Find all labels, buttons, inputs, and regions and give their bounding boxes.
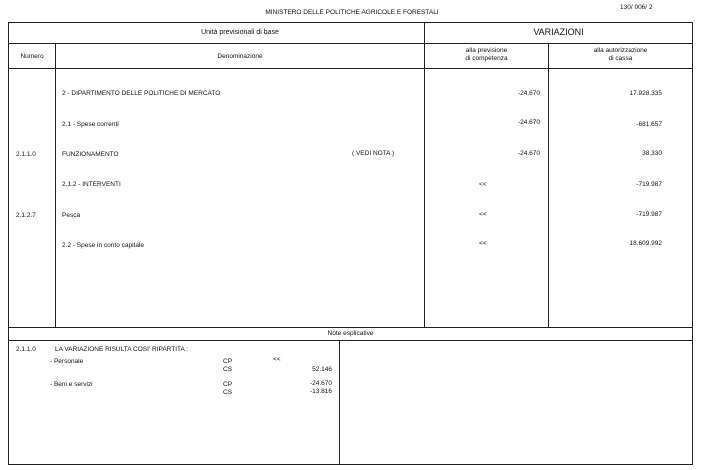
col-header-numero: Numero bbox=[20, 53, 44, 60]
notes-title: Note esplicative bbox=[327, 330, 374, 337]
note-cs-label: CS bbox=[223, 366, 233, 373]
note-cs-value: 52.146 bbox=[312, 366, 332, 373]
row-denominazione: 2.2 - Spese in conto capitale bbox=[62, 242, 145, 249]
note-cs-value: -13.816 bbox=[309, 388, 332, 395]
section-unita-previsionali: Unità previsionali di base bbox=[201, 29, 279, 36]
row-cassa: 18.609.992 bbox=[629, 240, 662, 247]
table-left-border bbox=[8, 22, 9, 465]
row-denominazione: Pesca bbox=[62, 212, 81, 219]
row-denominazione: 2 - DIPARTIMENTO DELLE POLITICHE DI MERCATO bbox=[62, 90, 221, 97]
note-item-label: - Beni e servizi bbox=[50, 381, 93, 388]
col-header-cassa-line1: alla autorizzazione bbox=[593, 47, 648, 54]
note-cp-value: -24.670 bbox=[309, 380, 332, 387]
notes-title-divider bbox=[8, 340, 693, 341]
notes-heading: LA VARIAZIONE RISULTA COSI' RIPARTITA : bbox=[55, 346, 189, 353]
row-cassa: -681.657 bbox=[636, 121, 662, 128]
note-cp-label: CP bbox=[223, 381, 233, 388]
col-header-denominazione: Denominazione bbox=[217, 53, 263, 60]
row-denominazione: 2.1.2 - INTERVENTI bbox=[62, 181, 121, 188]
row-competenza: -24.670 bbox=[517, 119, 540, 126]
row-numero: 2.1.1.0 bbox=[16, 151, 36, 158]
note-cp-label: CP bbox=[223, 358, 233, 365]
row-numero: 2.1.2.7 bbox=[16, 212, 36, 219]
row-cassa: 38.330 bbox=[642, 150, 662, 157]
column-header-divider bbox=[8, 68, 693, 69]
note-cp-value: << bbox=[273, 356, 281, 363]
col-divider-variazioni bbox=[424, 22, 425, 327]
row-cassa: 17.928.335 bbox=[629, 90, 662, 97]
notes-top-divider bbox=[8, 327, 693, 328]
row-competenza: << bbox=[479, 240, 487, 247]
table-bottom-border bbox=[8, 464, 693, 465]
col-header-cassa-line2: di cassa bbox=[608, 55, 633, 62]
note-cs-label: CS bbox=[223, 389, 233, 396]
row-denominazione: 2.1 - Spese correnti bbox=[62, 121, 119, 128]
ministry-title: MINISTERO DELLE POLITICHE AGRICOLE E FORESTALI bbox=[265, 9, 439, 16]
section-variazioni: VARIAZIONI bbox=[533, 27, 584, 37]
header-divider bbox=[8, 43, 693, 44]
row-cassa: -719.987 bbox=[636, 211, 662, 218]
page-reference: 130/ 006/ 2 bbox=[620, 4, 653, 11]
table-top-border bbox=[8, 22, 693, 23]
notes-column-divider bbox=[339, 340, 340, 464]
col-header-previsione-line1: alla previsione bbox=[465, 47, 508, 54]
row-competenza: << bbox=[479, 211, 487, 218]
row-denominazione: FUNZIONAMENTO bbox=[62, 151, 119, 158]
row-competenza: -24.670 bbox=[517, 150, 540, 157]
note-item-label: - Personale bbox=[50, 358, 84, 365]
table-right-border bbox=[692, 22, 693, 465]
col-divider-numero bbox=[55, 43, 56, 327]
notes-code: 2.1.1.0 bbox=[16, 346, 36, 353]
row-competenza: -24.670 bbox=[517, 90, 540, 97]
row-cassa: -719.987 bbox=[636, 181, 662, 188]
col-divider-cassa bbox=[548, 43, 549, 327]
row-note-reference: ( VEDI NOTA ) bbox=[352, 150, 395, 157]
row-competenza: << bbox=[479, 181, 487, 188]
col-header-previsione-line2: di competenza bbox=[465, 55, 508, 62]
